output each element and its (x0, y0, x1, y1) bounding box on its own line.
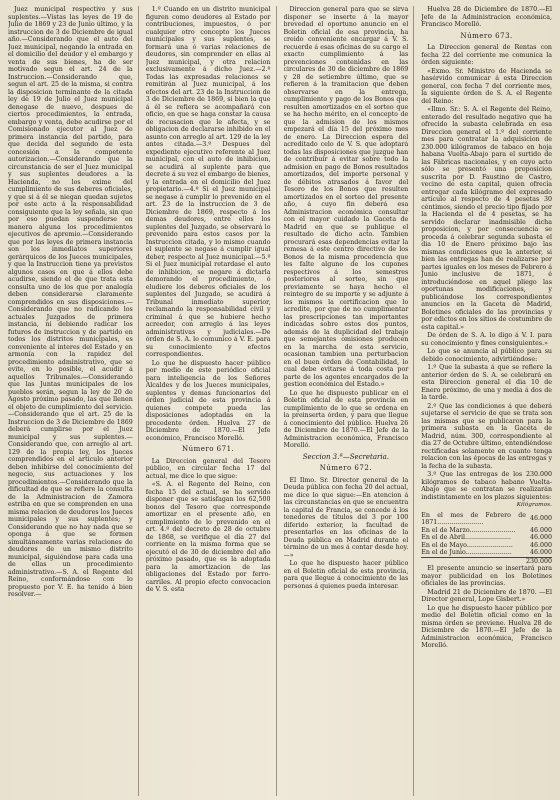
paragraph: Lo que he dispuesto hacer público en el Boletin oficial de esta provincia, para que llegue á conocimiento de las personas á quienes pueda interesar. (283, 560, 409, 590)
paragraph: Madrid 21 de Diciembre de 1870. —El Director general, Lope Gisbert.» (421, 588, 552, 603)
paragraph: De órden de S. A. lo digo á V. I. para su conocimiento y fines consiguientes.» (421, 332, 552, 347)
paragraph: «S. A. el Regente del Reino, con fecha 15 del actual, se ha servido disponer que se satisfagan los 62,500 bonos del Tesoro que corresponde amortizar en el presente año, en cumplimiento de lo prevenido en el art. 4.º del decreto de 28 de octubre de 1868, se verifique el día 27 del corriente en la misma forma que se ejecutó el de 30 de diciembre del año próximo pasado, que es la adoptada para la amortizacion de las obligaciones del Estado por ferro-carriles. Al propio efecto convocacion de V. S. esta (145, 481, 271, 593)
paragraph: Juez municipal respectivo y sus suplentes.—Vistas las leyes de 19 de Julio de 1869 y 23 de Junio último, y la instruccion de 3 de Diciembre de igual año.—Considerando que el auto del Juez municipal, negando la entrada en el domicilio del deudor y el embargo y venta de sus bienes, ha de ser motivado segun el art. 24 de la Instruccion.—Considerando que, segun el art. 25 de la misma, si contra la disposicion terminante de la citada ley de 19 de Julio el Juez municipal denegase de nuevo, despues de ciertos procedimientos, la entrada, embargo y venta, debe acudirse por el Comisionado ejecutor al Juez de primera instancia del partido, para que decida del segundo de esta concesión a la competente autorizacion.—Considerando que la circunstancia de ser el Juez municipal y sus suplentes deudores a la Hacienda, no los exime del cumplimiento de sus deberes oficiales, y que si á él se niegan quedan sujetos por este acto á la responsabilidad consiguiente que la ley señala, sin que por eso puedan suspenderse en manera alguna los procedimientos ejecutivos de apremio.—Considerando que por las leyes de primera instancia son los inmediatos superiores gerárquicos de los Jueces municipales, y que la Instruccion tiene ya previstos algunos casos en que á ellos debe acudirse, siendo el de que trata esta consulta uno de los que por analogía deben considerarse claramente comprendidos en sus disposiciones.—Considerando que no radicando los actuales Juzgados de primera instancia, ni debiendo radicar los futuros de instruccion y de partido en todos los distritos municipales, es conveniente al interes del Estado y en armonía con la rapidez del procedimiento administrativo, que se evite, en lo posible, el acudir á aquellos Tribunales.—Considerando que las Juntas municipales de los pueblos serán, segun la ley de 20 de Agosto próximo pasado, las que llenen el objeto de cumplimiento del servicio.—Considerando que el art. 25 de la Instruccion de 3 de Diciembre de 1869 deberá cumplirse por el Juez municipal y sus suplentes.—Considerando que, con arreglo al art. 129 de la propia ley, los Jueces comprendidos en el articulo anterior deben inhibirse del conocimiento del negocio, sus actuaciones y los procedimientos.—Considerando que la dificultad de que se refiere la consulta de la Administracion de Zamora estriba en que se comprenden en una misma relacion de deudores los Jueces municipales y sus suplentes; y Considerando que no hay nada que se oponga á que se formen simultáneamente varias relaciones de deudores de un mismo distrito municipal, siguiéndose para cada una de ellas un procedimiento administrativo.—S. A. el Regente del Reino, conformándose con lo propuesto por V. E. ha tenido á bien resolver.— (8, 6, 133, 598)
row-label: En el de Marzo....................... (421, 526, 516, 534)
paragraph: La Direccion general de Rentas con fecha 22 del corriente me comunica la órden siguiente: (421, 44, 552, 66)
paragraph: Lo que he dispuesto hacer público por medio de este periódico oficial para inteligencia de los Señores Alcaldes y de los Jueces municipales, suplentes y demas funcionarios del órden judicial de esta provincia á quienes compete pueda las disposiciones adoptadas en la precedente órden. Huelva 27 de Diciembre de 1870.—El Jefe económico, Francisco Morelló. (145, 359, 271, 442)
row-amount: 46.000 (529, 549, 552, 556)
row-label: En el de Mayo....................... (421, 541, 513, 549)
row-label: En el mes de Febrero de 1871....................... (421, 511, 526, 526)
paragraph: El presente anuncio se insertará para mayor publicidad en los Boletines oficiales de las provincias. (421, 565, 552, 587)
column-layout (8, 6, 552, 796)
total-amount: 230.000 (525, 557, 552, 565)
column-2 (146, 6, 277, 796)
table-row (421, 549, 552, 557)
paragraph: «Exmo. Sr. Ministro de Hacienda se hasérvido comunicar á esta Direccion general, con fecha 7 del corriente mes, la siguiente órden de S. A. el Regente del Reino: (421, 67, 552, 105)
table-row (421, 527, 552, 535)
paragraph: La Direccion general del Tesoro público, en circular fecha 17 del actual, me dice lo que sigue: (145, 457, 271, 480)
total-row (421, 557, 552, 565)
row-label: En el de Junio....................... (421, 549, 512, 556)
column-4 (421, 6, 552, 796)
column-1 (8, 6, 139, 796)
notice-number: Número 673. (460, 31, 513, 40)
paragraph: Lo que se anuncia al público para su debido conocimiento, advirtiéndose: (421, 348, 552, 363)
row-amount: 46.000 (529, 534, 552, 541)
total-spacer (421, 557, 526, 565)
table-unit-header: Kilógramos. (516, 502, 552, 508)
table-row (421, 542, 552, 550)
paragraph: 2.º Que las condiciones á que deberá sujetarse el servicio de que se trata son las mismas que se publicaron para la primera subasta en la Gaceta de Madrid, núm. 300, correspondiente al dia 27 de Octubre último, entendiéndose rectificadas solamente en cuanto tenga relacion con las épocas de las entregas y la fecha de la subasta. (421, 402, 552, 470)
paragraph: El Ilmo. Sr. Director general de la Deuda pública con fecha 20 del actual, me dice lo que sigue:—En atencion á las circunstancias en que se encuentra la capital de Francia, se concede á los tenedores de títulos del 3 por 100 diferido exterior, la facultad de presentarlos en las oficinas de la Deuda pública en Madrid durante el término de un mes á contar desde hoy.—» (283, 476, 409, 559)
paragraph: 1.º Cuando en un distrito municipal figuren como deudores al Estado por contribuciones, impuestos, ó por cualquier otro concepto los Jueces municipales y sus suplentes, se formará una ó varias relaciones de deudores, sin comprender en ellas al Juez municipal, y otra relacion exclusivamente á dicho Juez.—2.º Todas las expresadas relaciones se remitirán al Juez municipal, á los efectos del art. 23 de la Instruccion de 3 de Diciembre de 1869, si bien la que á él se refiera se acompañará con oficio, en que se haga constar la causa de recusacion que le afecta, y se obligacion de declararse inhibido en el asunto con arreglo al art. 129 de la ley antes citada.—3.º Despues del expediente ejecutivo referente al Juez municipal, con el auto de inhibicion, se acudirá al suplente para que decrete á su vez el embargo de bienes, y la entrada en el domicilio del Juez propietario.—4.º Si el Juez municipal se negase á cumplir lo prevenido en el art. 23 de la instruccion de 3 de Diciembre de 1869, respecto á los demas deudores, entre ellos los suplentes del Juzgado, se observará lo prevenido para estos casos por la Instruccion citada, y lo mismo cuando el suplente se negase á cumplir igual deber, respecto al Juez municipal.—5.º Si el Juez municipal retardase el auto de inhibicion, se negare á dictarla demorando el procedimiento, ó eludiere los deberes oficiales de los suplentes del Juzgado, se acudirá á Tribunal inmediato superior, reclamando la responsabilidad civil y criminal á que se hubiere hecho acreedor, con arreglo á las leyes administrativas y judiciales.—De órden de S. A. lo comunico á V. E. para su conocimiento y efectos correspondientes. (145, 6, 271, 358)
column-3 (284, 6, 415, 796)
row-amount: 46.000 (529, 541, 552, 549)
paragraph: «Ilmo. Sr.: S. A. el Regente del Reino, enterado del resultado negativo que ha ofrecido la subasta celebrada en esa Direccion general el 1.º del corriente mes para contratar la adquisicion de 230.000 kilógramos de tabaco en hoja habana Vuelta-Abajo para el surtido de las Fábricas nacionales, y en cuyo acto sólo se presentó una proposicion suscrita por D. Faustino de Castro, vecino de esta capital, quien ofrecía entregar cada kilógramo del expresado artículo al respecto de 4 pesetas 30 céntimos, siendo el precio tipo fijado por la Hacienda el de 4 pesetas, se ha servido declarar inadmisible dicha proposicion, y por consecuencia se proceda á celebrar segunda subasta el dia 10 de Enero próximo bajo las mismas condiciones que la anterior, si bien las entregas han de realizarse por partes iguales en los meses de Febrero á Junio inclusive de 1871, é introduciéndose en aquel pliego las oportunas modificaciones, y publicándose los correspondientes anuncios en la Gaceta de Madrid, Boletines oficiales de las provincias y por edictos en los sitios de costumbre de esta capital.» (421, 106, 552, 331)
paragraph: 3.º Que las entregas de los 230.000 kilógramos de tabaco habano Vuelta-Abajo que se contratan se realizarán indistintamente en los plazos siguientes: (421, 471, 552, 501)
paragraph: Lo que he dispuesto publicar en el Boletin oficial de esta provincia en cumplimiento de lo que se ordena en la preinserta órden, y para que llegue á conocimiento del público. Huelva 26 de Diciembre de 1870.—El Jefe de la Administracion económica, Francisco Morelló. (283, 389, 409, 449)
section-heading: Seccion 3.ª—Secretaria. (302, 452, 390, 461)
row-amount: 46.000 (529, 515, 552, 523)
row-amount: 46.000 (529, 526, 552, 534)
paragraph: Direccion general para que se sirva disponer se inserte á la mayor brevedad el oportuno anuncio en el Boletin oficial de esa provincia, ha creido conveniente encargar á V. S. recuerde á esas oficinas de su cargo el exacto cumplimiento á las prevenciones contenidas en las circulares de 30 de diciembre de 1869 y 28 de setiembre último, que se refieren á la tramitacion que deben observarse en la entrega, cumplimiento y pago de los Bonos que resulten amortizados en el sorteo que se ha hecho mérito, en el concepto de que la admision de los mismos empezará el día 15 del próximo mes de enero. La Direccion espera del acreditado celo de V. S. que adoptará todas las disposiciones que juzgue han de contribuir á evitar sobre todo la admision en pago de Bonos resultados amortizados, del importe personal y de débitos atrasados á favor del Tesoro de los Bonos que resulten amortizados en el sorteo del presente año, á cuyo fin deberá esa Administracion económica consultar con el mayor cuidado la Gaceta de Madrid en que se publique el resultado de dicho acto. Tambien procurará esas dependencias evitar la remesa á este centro directivo de los Bonos de la misma procedencia que les falte alguno de los cupones respectivos á los semestres posteriores al sorteo, sin que previamente se haya hecho el reintegro de su importe y se adjunte á los mismos la certificacion que lo acredite, por que de no cumplimentar las prescripciones tan importantes indicadas sobre estos dos puntos, además de la duplicidad del trabajo que semejantes omisiones producen en la marcha de esta servicio, ocasionan tambien una perturbacion en el buen órden de Contabilidad, lo cual debe evitarse á toda costa por parte de los agentes encargados de la gestion económica del Estado.» (283, 6, 409, 388)
notice-number: Número 671. (181, 445, 235, 453)
notice-number: Número 672. (319, 464, 373, 472)
paragraph: 1.º Que la subasta á que se refiere la anterior órden de S. A. se celebrará en esta Direccion general el dia 10 de Enero próximo, de una y media á dos de la tarde. (421, 364, 552, 401)
table-row (421, 512, 552, 527)
row-label: En el de Abril....................... (421, 534, 512, 541)
delivery-schedule-table (421, 512, 552, 566)
table-row (421, 534, 552, 542)
paragraph: Lo que he dispuesto hacer público por medio del Boletin oficial como en la misma órden se previene. Huelva 28 de Diciembre de 1870.—El Jefe de la Administracion económica, Francisco Morelló. (421, 604, 552, 649)
paragraph: Huelva 28 de Diciembre de 1870.—El Jefe de la Administracion económica, Francisco Morelló. (421, 6, 552, 28)
